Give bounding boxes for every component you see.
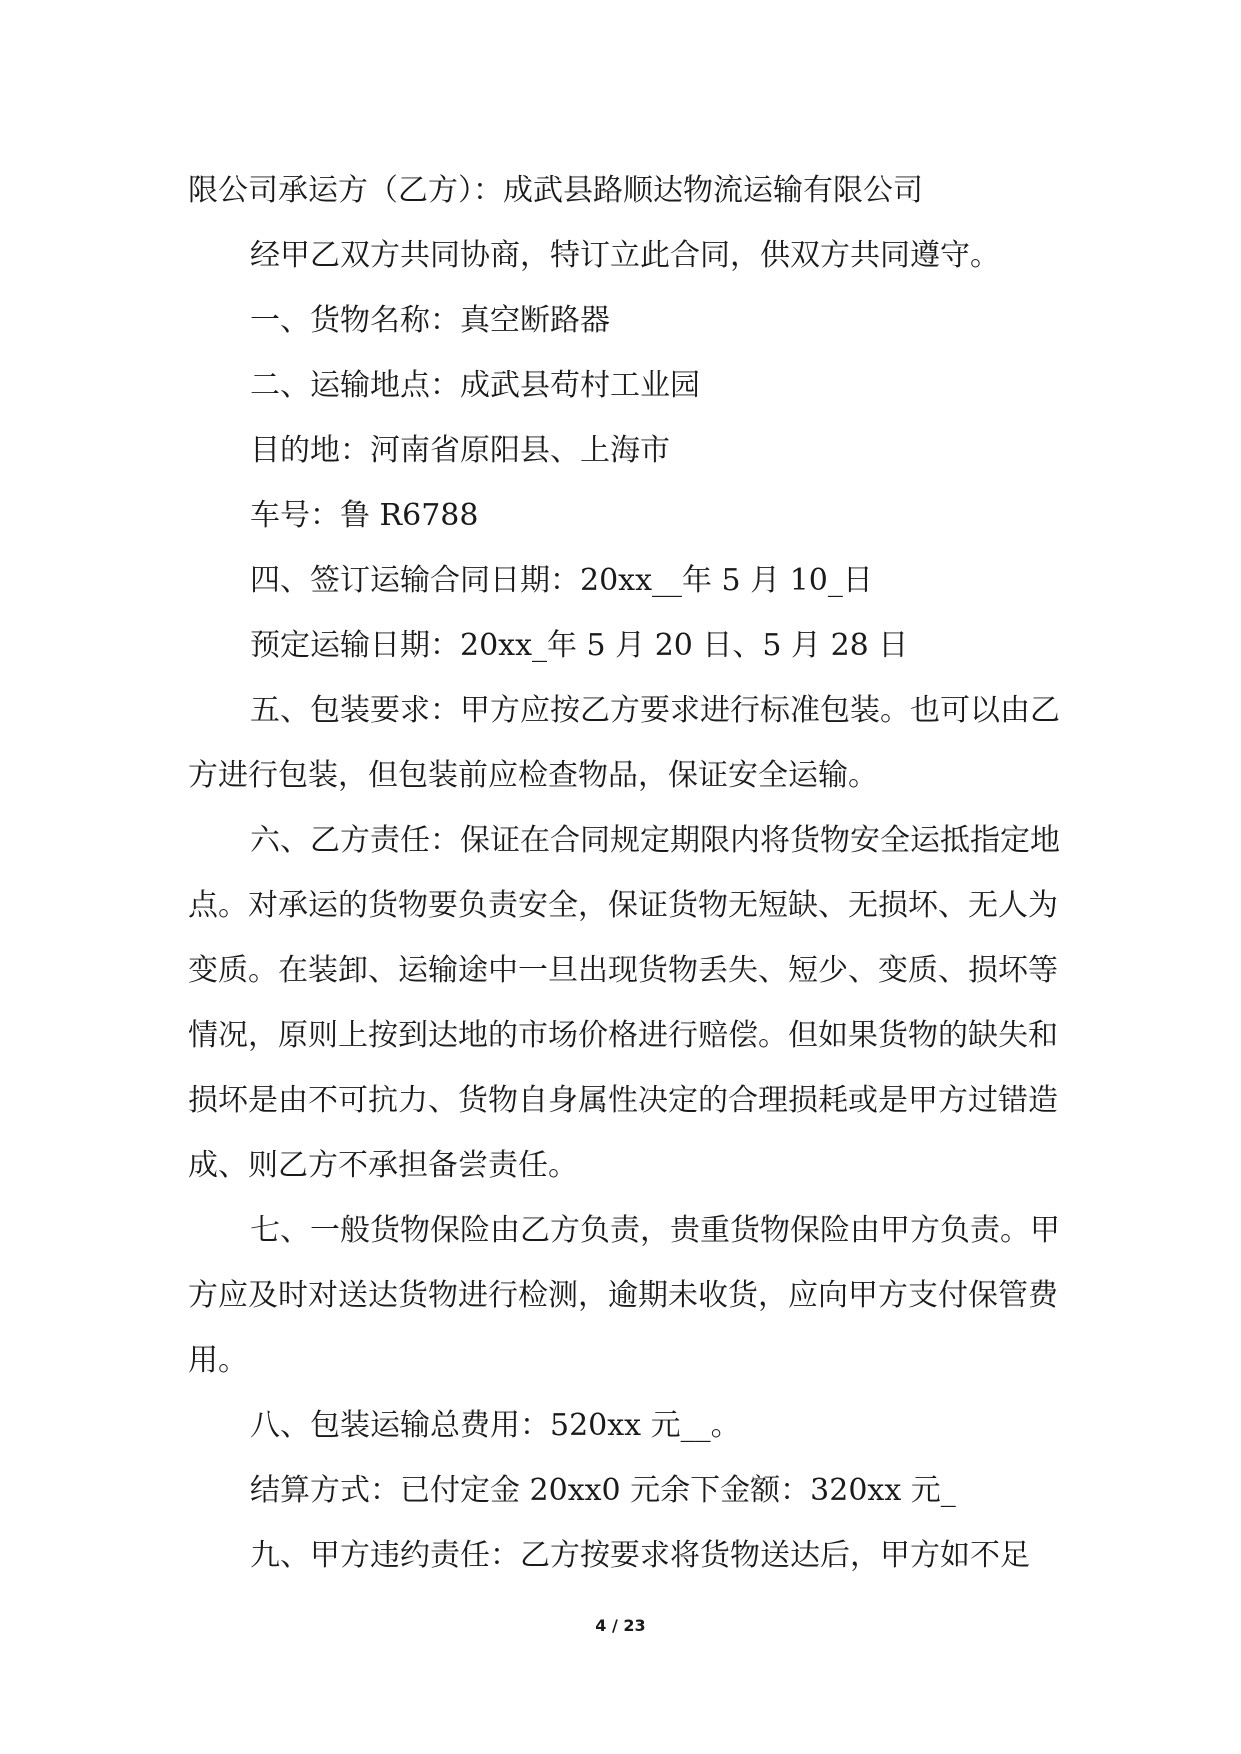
paragraph-transport-location: 二、运输地点：成武县苟村工业园 (250, 368, 700, 403)
paragraph-shipper-liability: 九、甲方违约责任：乙方按要求将货物送达后，甲方如不足 (250, 1538, 1030, 1573)
paragraph-carrier-liability: 六、乙方责任：保证在合同规定期限内将货物安全运抵指定地点。对承运的货物要负责安全，保证货物无短缺、无损坏、无人为变质。在装卸、运输途中一旦出现货物丢失、短少、变质、损坏等情况，原则上按到达地的市场价格进行赔偿。但如果货物的缺失和损坏是由不可抗力、货物自身属性决定的合理损耗或是甲方过错造成、则乙方不承担备尝责任。 (188, 823, 1060, 1183)
paragraph-vehicle-number: 车号：鲁 R6788 (250, 498, 479, 533)
paragraph-destination: 目的地：河南省原阳县、上海市 (250, 433, 670, 468)
paragraph-goods-name: 一、货物名称：真空断路器 (250, 303, 610, 338)
page-number: 4 / 23 (595, 1616, 646, 1635)
paragraph-agreement: 经甲乙双方共同协商，特订立此合同，供双方共同遵守。 (250, 238, 1000, 273)
paragraph-packaging: 五、包装要求：甲方应按乙方要求进行标准包装。也可以由乙方进行包装，但包装前应检查物品，保证安全运输。 (188, 693, 1060, 793)
paragraph-signing-date: 四、签订运输合同日期：20xx__年 5 月 10_日 (250, 563, 873, 598)
document-body (188, 158, 1068, 1588)
paragraph-carrier: 限公司承运方（乙方）：成武县路顺达物流运输有限公司 (188, 173, 923, 208)
paragraph-scheduled-date: 预定运输日期：20xx_年 5 月 20 日、5 月 28 日 (250, 628, 909, 663)
paragraph-settlement: 结算方式：已付定金 20xx0 元余下金额：320xx 元_ (250, 1473, 956, 1508)
paragraph-total-cost: 八、包装运输总费用：520xx 元__。 (250, 1408, 741, 1443)
paragraph-insurance: 七、一般货物保险由乙方负责，贵重货物保险由甲方负责。甲方应及时对送达货物进行检测，逾期未收货，应向甲方支付保管费用。 (188, 1213, 1060, 1378)
